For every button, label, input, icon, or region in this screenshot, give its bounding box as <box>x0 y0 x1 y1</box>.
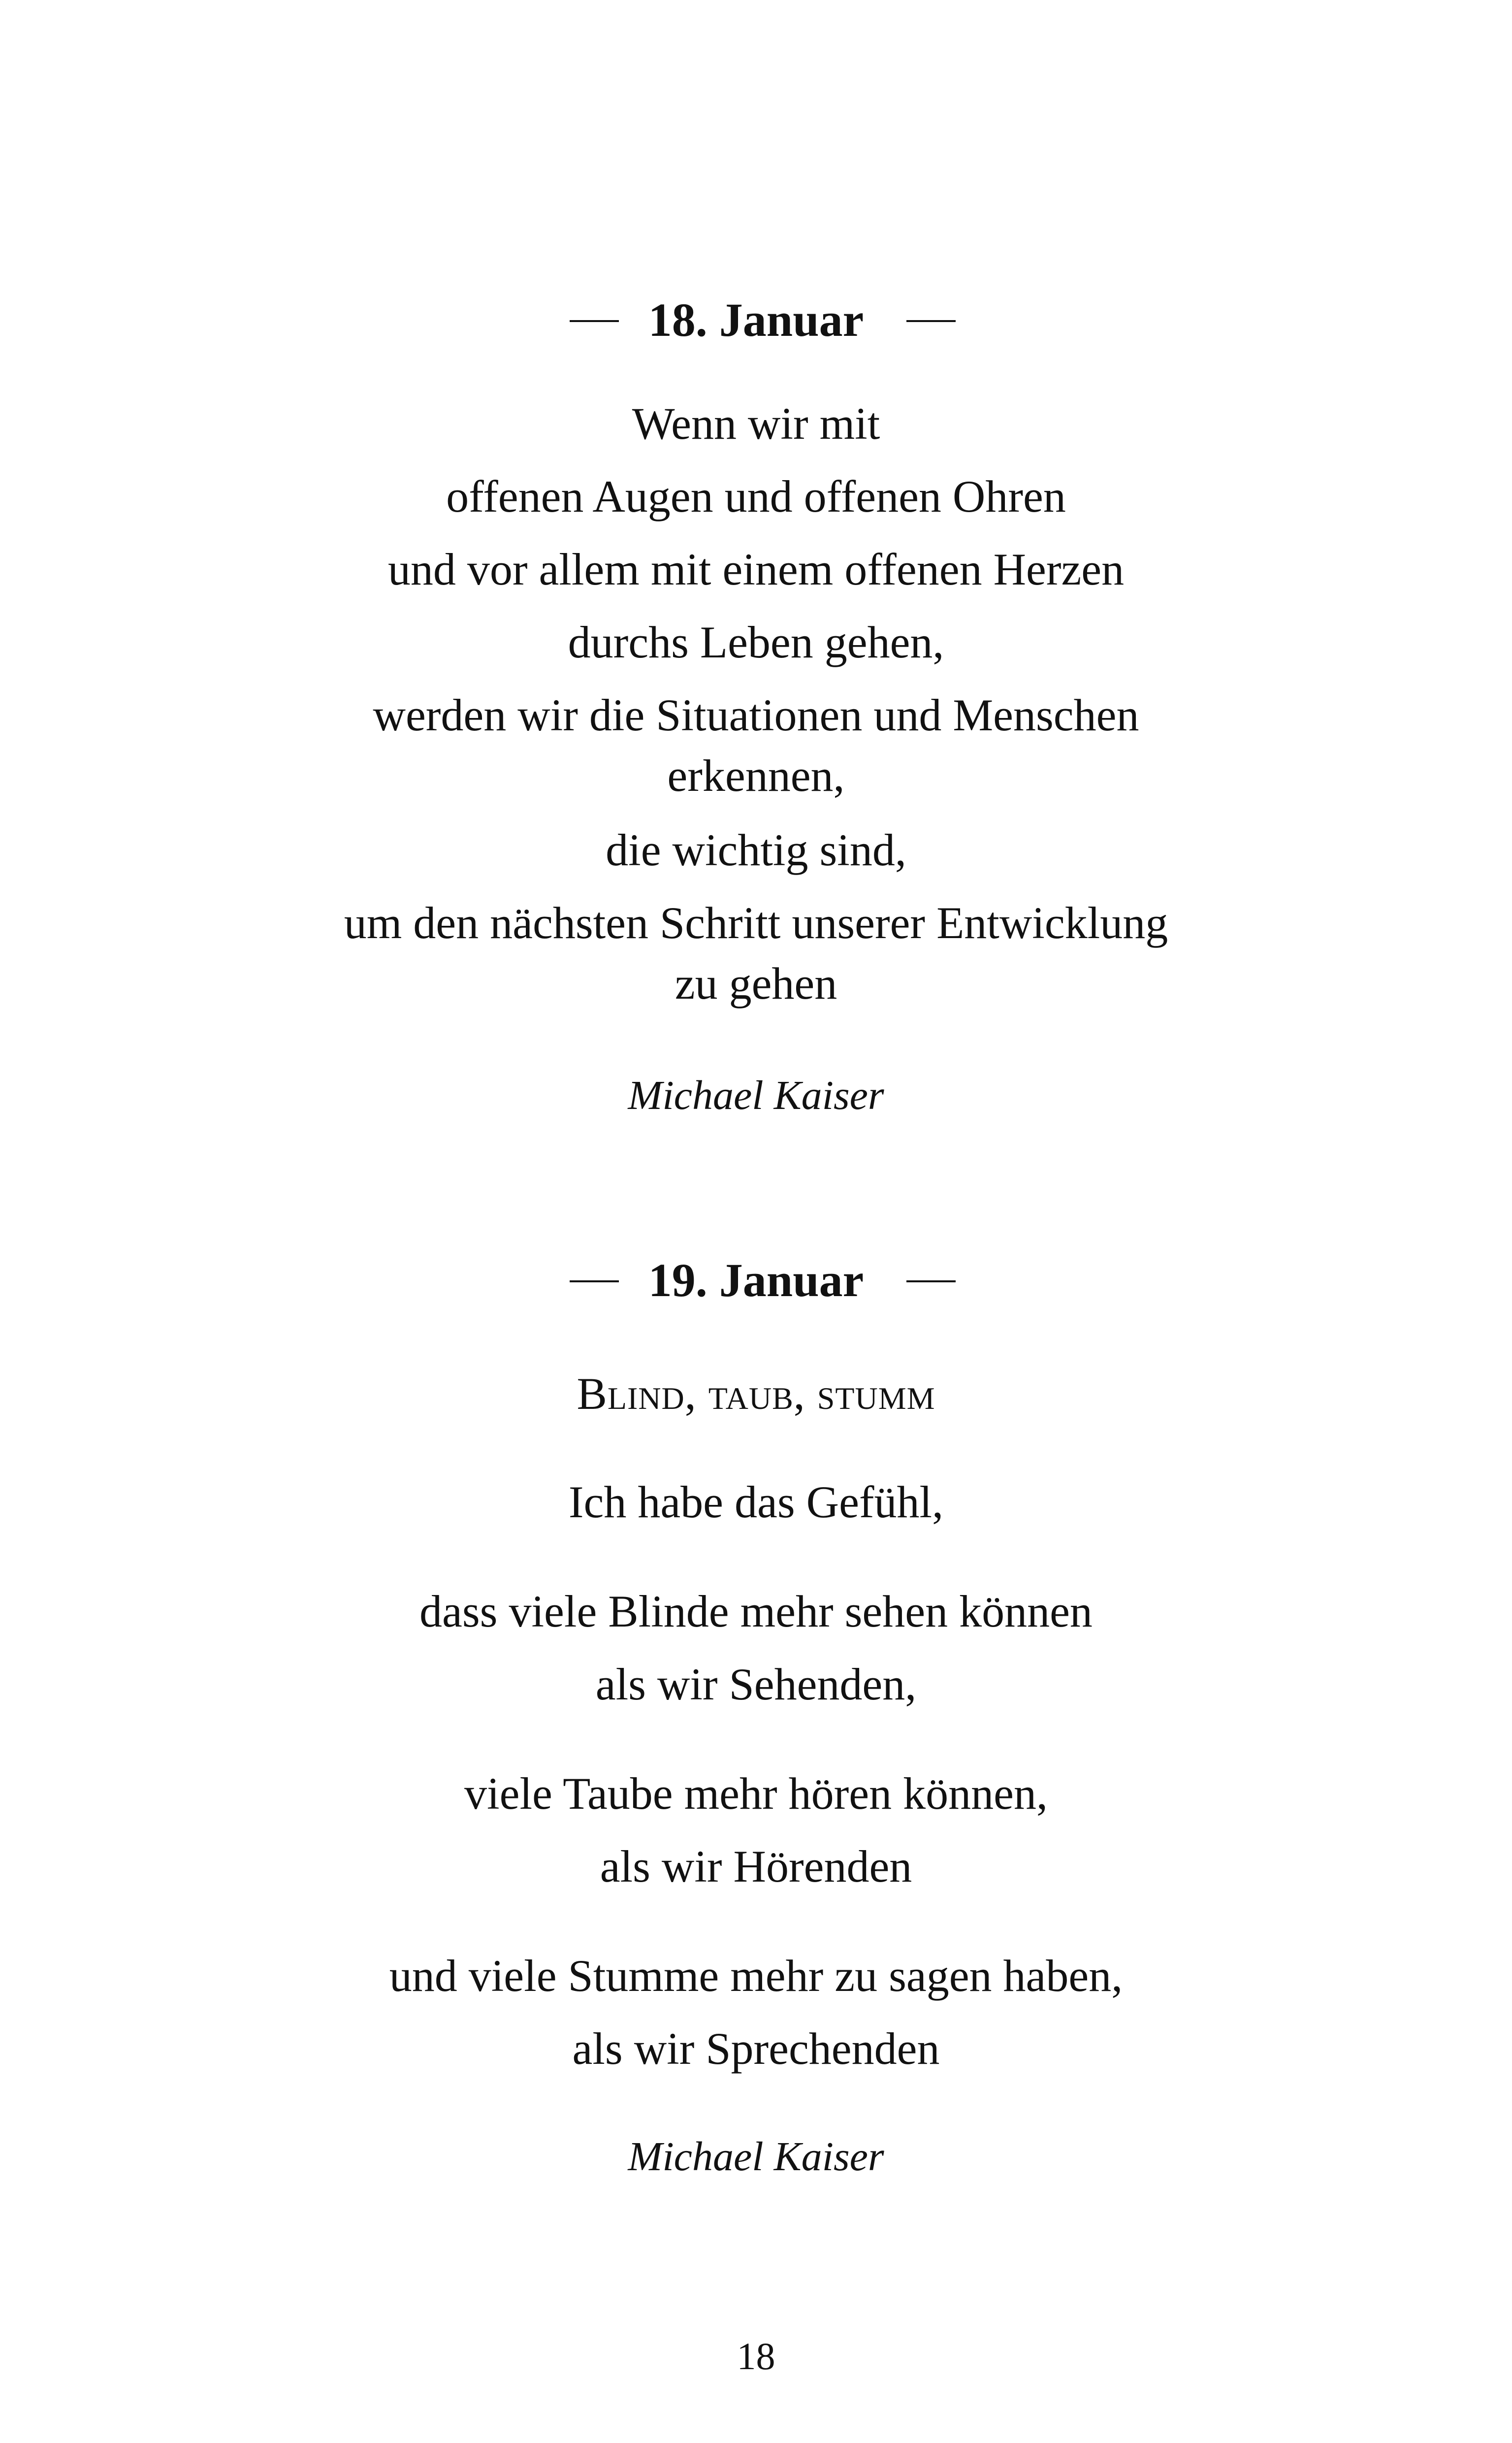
poem-line: zu gehen <box>675 958 837 1009</box>
poem-line: als wir Hörenden <box>600 1841 912 1891</box>
poem-line: erkennen, <box>667 750 845 801</box>
poem-line: als wir Sprechenden <box>572 2023 940 2074</box>
entry-date: 19. Januar <box>648 1254 864 1306</box>
poem-line: als wir Sehenden, <box>595 1659 917 1709</box>
poem-line: dass viele Blinde mehr sehen können <box>419 1586 1093 1636</box>
poem-line: Wenn wir mit <box>632 398 880 449</box>
poem-line: die wichtig sind, <box>606 825 906 875</box>
dash-right <box>906 1280 956 1282</box>
poem-title: Blind, taub, stumm <box>577 1368 935 1419</box>
entry-heading <box>0 1251 1512 1310</box>
poem-line: und vor allem mit einem offenen Herzen <box>387 544 1125 594</box>
poem-line: viele Taube mehr hören können, <box>464 1768 1048 1819</box>
poem-line: und viele Stumme mehr zu sagen haben, <box>389 1951 1123 2001</box>
poem-line: Ich habe das Gefühl, <box>568 1477 944 1527</box>
author-name: Michael Kaiser <box>628 1073 884 1118</box>
poem-line: um den nächsten Schritt unserer Entwicklung <box>344 898 1168 948</box>
entry-heading <box>0 291 1512 350</box>
poem-line: offenen Augen und offenen Ohren <box>446 471 1066 521</box>
page-number: 18 <box>737 2335 775 2378</box>
entry-date: 18. Januar <box>648 293 864 346</box>
poem-line: werden wir die Situationen und Menschen <box>373 690 1139 740</box>
dash-right <box>906 320 956 322</box>
poem-line: durchs Leben gehen, <box>568 617 944 667</box>
author-name: Michael Kaiser <box>628 2134 884 2180</box>
